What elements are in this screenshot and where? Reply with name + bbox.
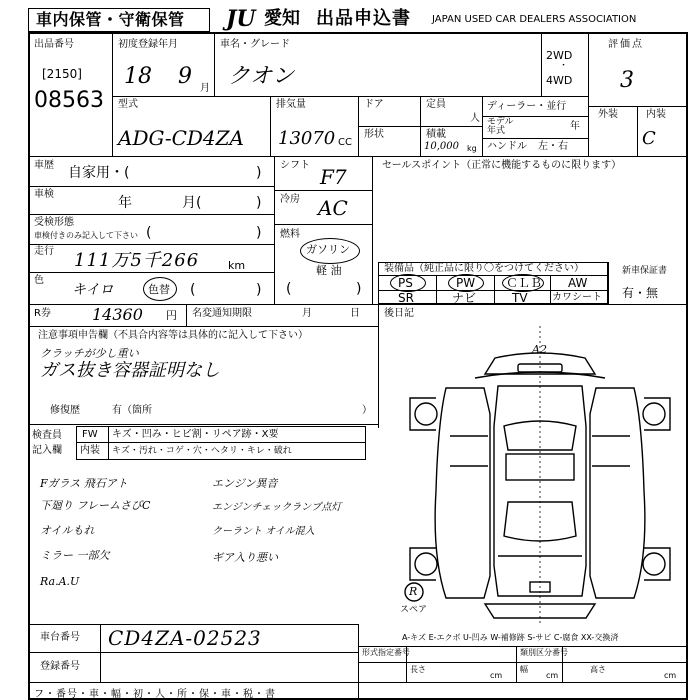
drive-4wd: 4WD: [546, 74, 573, 87]
inspector-label-1: 検査員: [32, 430, 62, 441]
model-name-label: 車名・グレード: [220, 39, 290, 50]
height-unit: cm: [664, 671, 677, 680]
diagram-top-mark: A2: [532, 343, 547, 356]
form-subtitle: JAPAN USED CAR DEALERS ASSOCIATION: [432, 14, 637, 25]
inspector-int-tag: 内装: [80, 445, 100, 456]
repair-close: ）: [362, 405, 372, 416]
inspector-note: オイルもれ: [40, 524, 95, 537]
height-label: 高さ: [590, 665, 606, 674]
drive-2wd: 2WD: [546, 49, 573, 62]
equip-navi: ナビ: [452, 291, 477, 305]
inspector-fw-items: キズ・凹み・ヒビ割・リペア跡・X要: [112, 429, 279, 440]
chassis-label: 車台番号: [40, 632, 80, 643]
first-reg-year: 18: [124, 64, 152, 89]
type-label: 型式: [118, 99, 138, 110]
accept-note: 車検付きのみ記入して下さい: [34, 231, 138, 240]
model-year-label: モデル 年式: [487, 117, 514, 137]
inspector-fw-tag: FW: [82, 429, 98, 440]
divider: [186, 304, 187, 326]
inspection-month: 月(: [182, 195, 202, 211]
divider: [28, 326, 378, 327]
equip-tv: TV: [512, 291, 528, 305]
model-name-value: クオン: [228, 64, 295, 89]
divider: [541, 32, 542, 96]
divider: [372, 156, 373, 304]
length-unit: cm: [490, 671, 503, 680]
bottom-row: フ・番号・車・幅・初・人・所・保・車・税・書: [34, 689, 276, 700]
equip-pw: PW: [456, 276, 476, 290]
form-title: 出品申込書: [316, 8, 411, 29]
equip-aw: AW: [568, 276, 588, 290]
cooler-value: AC: [318, 196, 348, 220]
accept-close: ): [256, 225, 262, 241]
width-unit: cm: [546, 671, 559, 680]
divider: [516, 646, 517, 682]
type-value: ADG-CD4ZA: [118, 126, 244, 150]
displacement-label: 排気量: [276, 99, 306, 110]
form-designation-label: 形式指定番号: [362, 648, 410, 657]
divider: [637, 106, 638, 156]
cooler-label: 冷房: [280, 194, 300, 205]
door-label: ドア: [364, 99, 384, 110]
divider: [274, 190, 372, 191]
equip-leather: カワシート: [552, 292, 602, 303]
color-change: 色替: [148, 283, 170, 296]
divider: [28, 272, 274, 273]
rating-value: 3: [620, 68, 634, 93]
ju-logo-mark: JU: [226, 6, 256, 32]
divider: [482, 138, 588, 139]
equip-pw-circle: [448, 274, 484, 292]
mileage-label: 走行: [34, 246, 54, 257]
damage-legend: A-キズ E-エクボ U-凹み W-補修跡 S-サビ C-腐食 XX-交換済: [402, 633, 619, 642]
after-label: 後日記: [384, 308, 414, 319]
divider: [378, 304, 379, 428]
divider: [588, 106, 688, 107]
inspector-note: エンジンチェックランプ点灯: [212, 502, 342, 513]
divider: [28, 424, 378, 425]
divider: [28, 652, 358, 653]
lot-number: 08563: [34, 88, 104, 113]
load-unit: kg: [467, 144, 477, 153]
handle-options: 左・右: [538, 141, 568, 152]
divider: [608, 262, 609, 304]
equip-ps: PS: [398, 276, 413, 290]
divider: [100, 624, 101, 682]
dealer-label: ディーラー・並行: [487, 101, 567, 112]
model-year-unit: 年: [570, 121, 580, 132]
spare-mark: R: [409, 585, 418, 598]
divider: [550, 275, 551, 304]
recycle-value: 14360: [92, 305, 143, 324]
shift-value: F7: [320, 165, 347, 189]
divider: [28, 624, 358, 625]
rating-label: 評価点: [608, 39, 644, 50]
guarantee-label: 新車保証書: [622, 266, 668, 276]
interior-label: 内装: [646, 109, 666, 120]
history-close: ): [256, 165, 262, 181]
color-value: キイロ: [72, 282, 114, 298]
name-change-day: 日: [350, 308, 360, 319]
spare-label: スペア: [400, 605, 428, 615]
width-label: 幅: [520, 665, 528, 674]
accept-open: (: [146, 225, 152, 241]
equip-clb: ＣＬＢ: [506, 276, 543, 290]
first-reg-month-unit: 月: [200, 83, 210, 94]
history-value: 自家用・(: [68, 165, 130, 181]
logo-text: 愛知: [264, 8, 300, 29]
divider: [494, 275, 495, 304]
lot-bracket: [2150]: [42, 67, 82, 81]
equip-ps-circle: [390, 274, 426, 292]
recycle-unit: 円: [166, 309, 177, 322]
first-reg-label: 初度登録年月: [118, 39, 178, 50]
accept-label: 受検形態: [34, 217, 74, 228]
capacity-label: 定員: [426, 99, 446, 110]
shape-label: 形状: [364, 129, 384, 140]
divider: [28, 186, 274, 187]
notes-line1: クラッチが少し重い: [40, 347, 139, 360]
divider: [76, 442, 366, 443]
divider: [482, 96, 483, 156]
inspection-close: ): [256, 195, 262, 211]
inspection-year: 年: [118, 195, 132, 211]
class-no-label: 類別区分番号: [520, 648, 568, 657]
divider: [28, 244, 274, 245]
divider: [112, 32, 113, 156]
guarantee-value: 有・無: [622, 286, 659, 300]
repair-value: 有（箇所: [112, 405, 152, 416]
length-label: 長さ: [410, 665, 426, 674]
mileage-unit: km: [228, 259, 246, 272]
notes-line2: ガス抜き容器証明なし: [40, 360, 220, 381]
displacement-unit: CC: [338, 137, 352, 148]
inspector-note: 下廻り フレームさびC: [40, 499, 151, 512]
equipment-label: 装備品（純正品に限り〇をつけてください）: [384, 263, 584, 274]
chassis-value: CD4ZA-02523: [108, 626, 262, 650]
equip-sr: SR: [398, 291, 414, 305]
inspector-note: エンジン異音: [212, 477, 278, 490]
interior-value: C: [642, 128, 656, 149]
notes-label: 注意事項申告欄（不具合内容等は具体的に記入して下さい）: [38, 330, 308, 341]
reg-no-label: 登録番号: [40, 661, 80, 672]
inspector-label-2: 記入欄: [32, 445, 62, 456]
selling-points-label: セールスポイント（正常に機能するものに限ります）: [382, 160, 622, 171]
divider: [588, 32, 589, 156]
fuel-gasoline: ガソリン: [306, 243, 350, 256]
inspector-note: Fガラス 飛石アト: [40, 477, 128, 490]
recycle-label: R券: [34, 308, 51, 319]
divider: [274, 156, 275, 304]
fuel-gasoline-circle: [300, 238, 360, 264]
storage-tag-text: 車内保管・守衛保管: [36, 10, 185, 29]
lot-label: 出品番号: [34, 39, 74, 50]
color-open: (: [190, 282, 196, 298]
fuel-open: (: [286, 281, 292, 297]
displacement-value: 13070: [278, 128, 336, 149]
divider: [358, 662, 688, 663]
color-close: ): [256, 282, 262, 298]
car-damage-diagram: [380, 326, 688, 626]
inspection-label: 車検: [34, 189, 54, 200]
inspector-note: Ra.A.U: [40, 575, 80, 588]
mileage-value: 111万5千266: [74, 250, 200, 271]
divider: [214, 32, 215, 96]
color-change-circle: [143, 277, 177, 301]
divider: [436, 275, 437, 304]
load-label: 積載: [426, 129, 446, 140]
inspector-int-items: キズ・汚れ・コゲ・穴・ヘタリ・キレ・破れ: [112, 446, 292, 456]
fuel-close: ): [356, 281, 362, 297]
fuel-label: 燃料: [280, 229, 300, 240]
divider: [28, 214, 274, 215]
load-value: 10,000: [424, 141, 459, 152]
inspector-note: ミラー 一部欠: [40, 549, 110, 562]
name-change-month: 月: [302, 308, 312, 319]
divider: [28, 156, 688, 157]
equip-clb-circle: [502, 274, 544, 292]
exterior-label: 外装: [598, 109, 618, 120]
divider: [112, 96, 588, 97]
color-label: 色: [34, 275, 44, 286]
inspector-note: クーラント オイル混入: [212, 526, 315, 537]
first-reg-month: 9: [178, 64, 192, 89]
divider: [270, 96, 271, 156]
divider: [108, 426, 109, 460]
fuel-diesel: 軽 油: [316, 264, 342, 277]
capacity-unit: 人: [470, 113, 480, 124]
shift-label: シフト: [280, 160, 310, 171]
inspector-note: ギア入り悪い: [212, 551, 278, 564]
handle-label: ハンドル: [487, 141, 527, 152]
drive-dot: ・: [559, 61, 569, 71]
repair-label: 修復歴: [50, 405, 80, 416]
name-change-label: 名変通知期限: [192, 308, 252, 319]
divider: [358, 126, 482, 127]
history-label: 車歴: [34, 160, 54, 171]
divider: [274, 224, 372, 225]
